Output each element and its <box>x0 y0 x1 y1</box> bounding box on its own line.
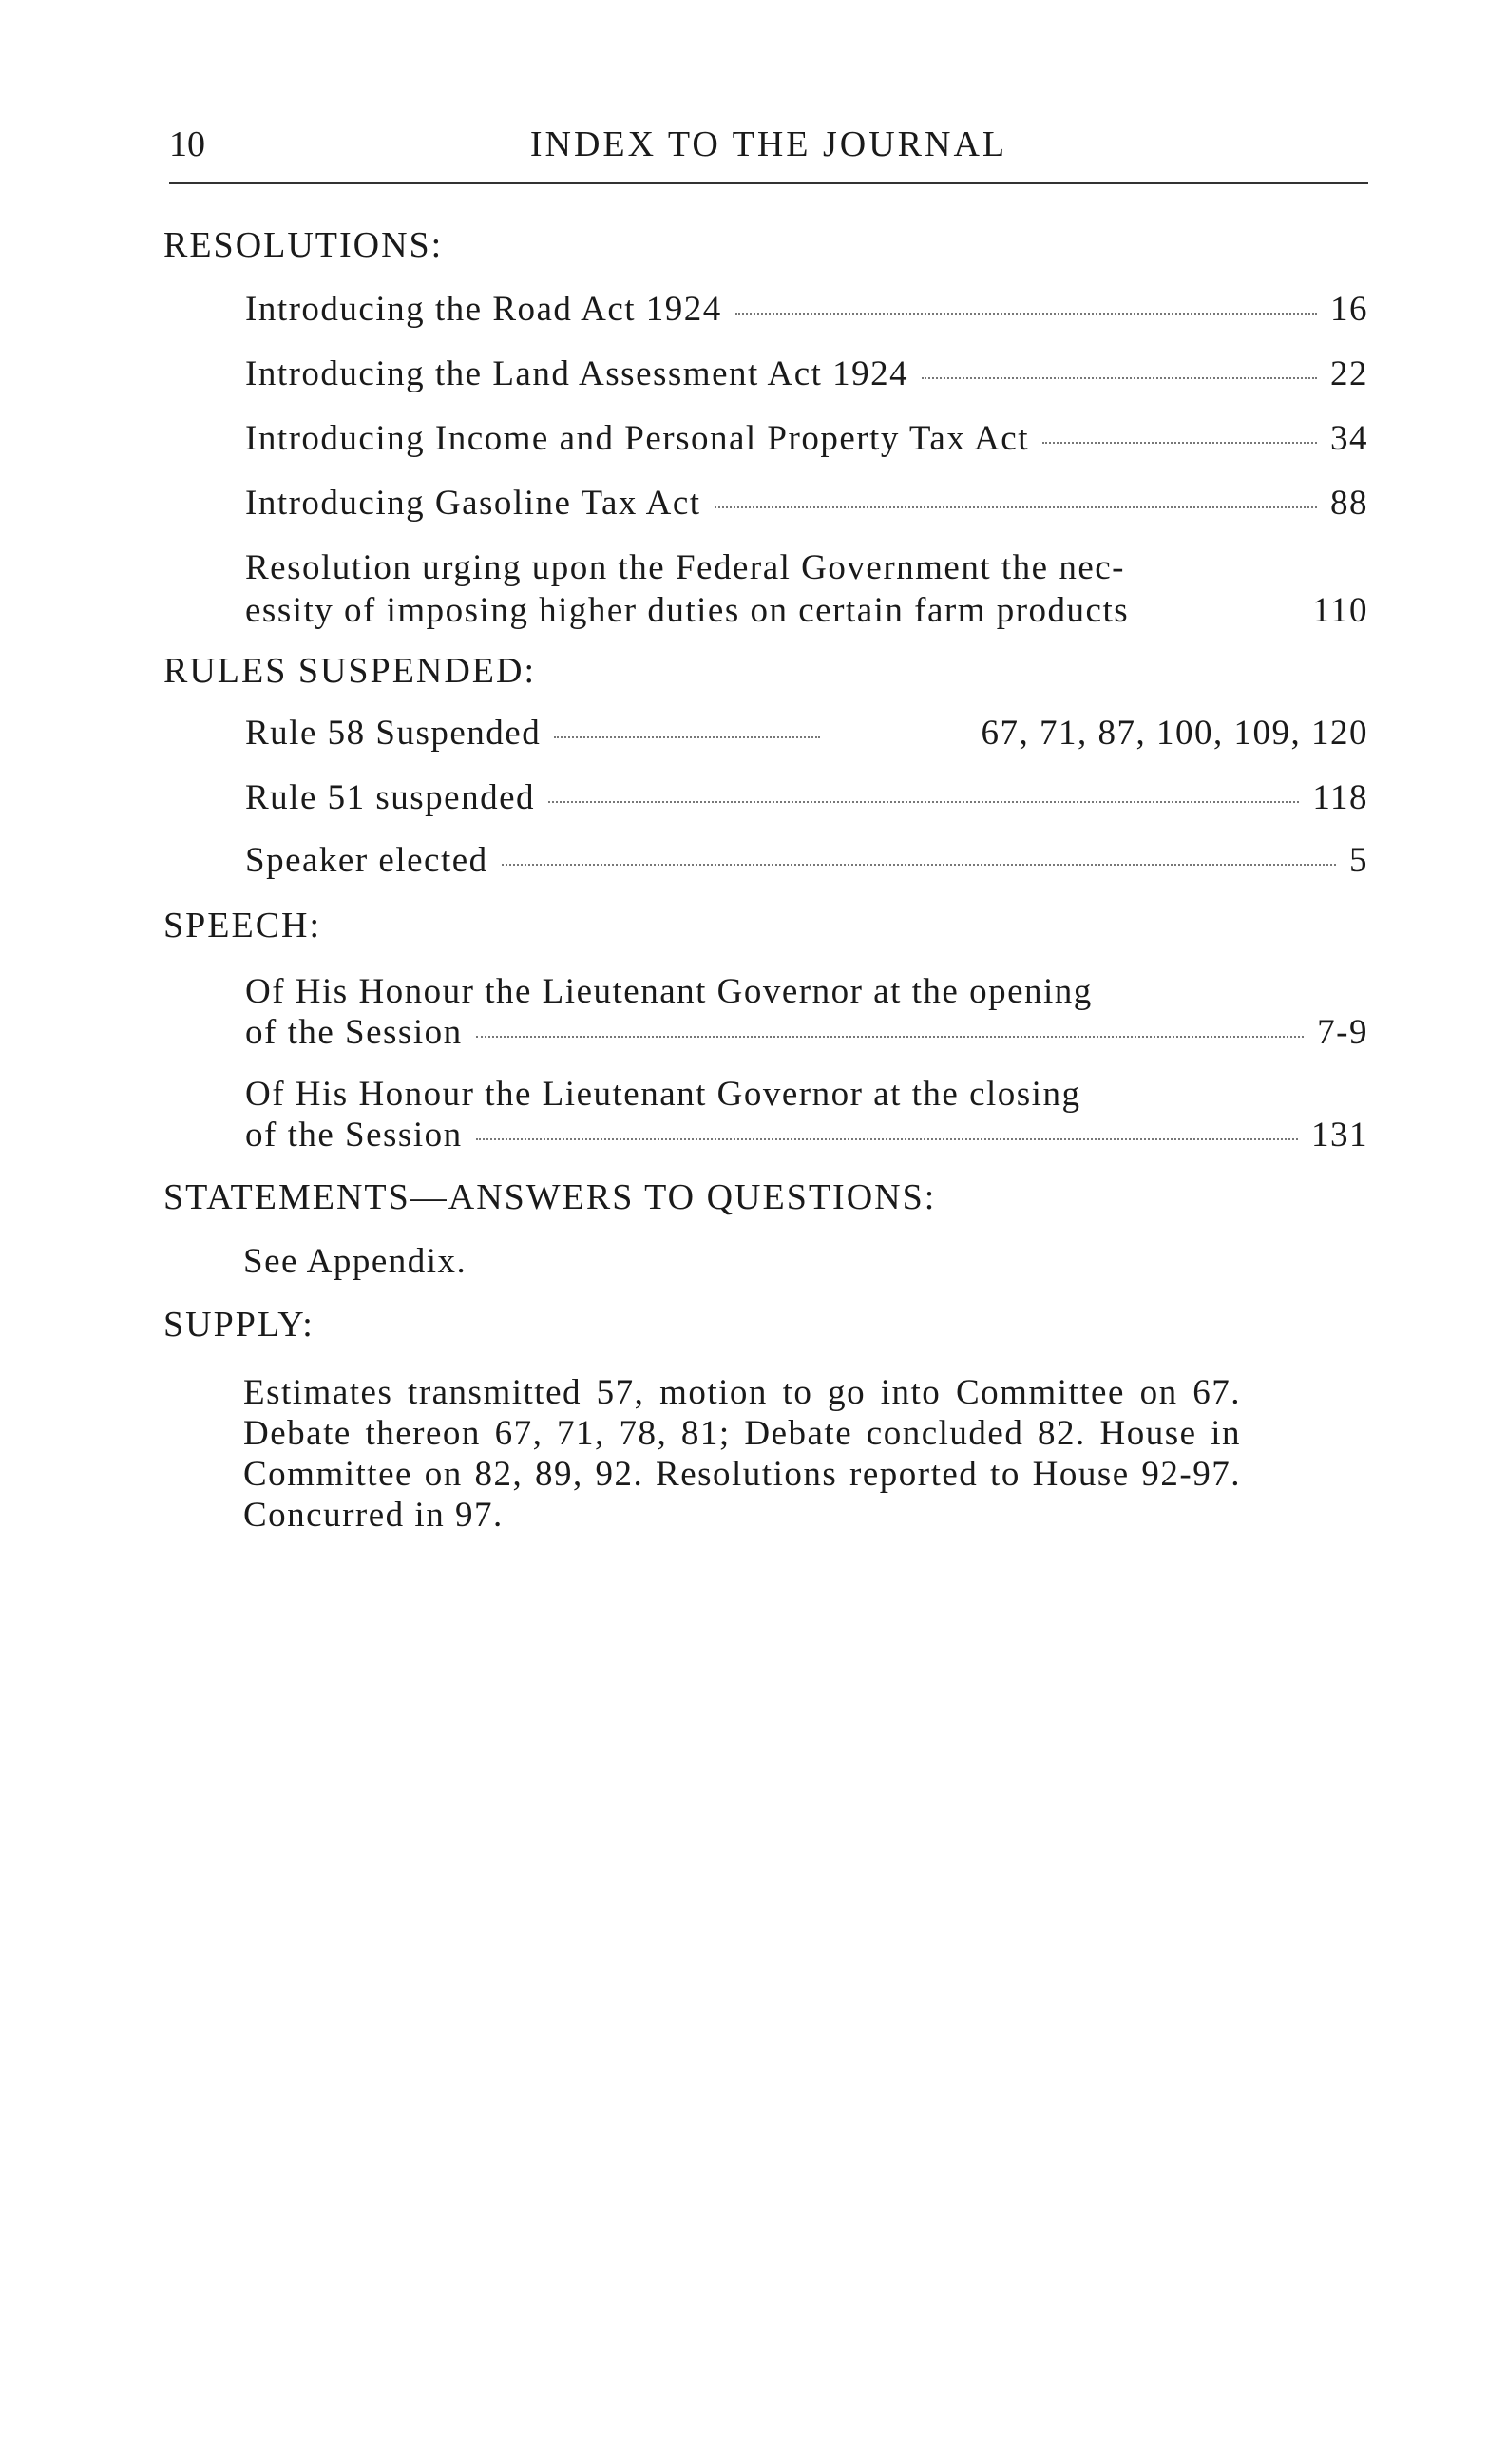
dot-leader <box>735 313 1317 315</box>
entry-label: Rule 58 Suspended <box>245 714 542 753</box>
page-number: 10 <box>169 124 205 164</box>
entry-pages: 16 <box>1330 290 1368 329</box>
entry-label-line1: Of His Honour the Lieutenant Governor at the opening <box>245 972 1093 1011</box>
entry-label-line2: of the Session <box>245 1116 463 1155</box>
page-header <box>169 116 1368 173</box>
entry-label-line1: Resolution urging upon the Federal Government the nec- <box>245 548 1125 587</box>
entry-pages: 22 <box>1330 354 1368 393</box>
dot-leader <box>1042 442 1317 444</box>
entry-label: Introducing Income and Personal Property Tax Act <box>245 419 1029 458</box>
section-heading-statements: STATEMENTS—ANSWERS TO QUESTIONS: <box>163 1177 937 1217</box>
entry-pages: 131 <box>1311 1116 1368 1155</box>
entry-label: Introducing Gasoline Tax Act <box>245 484 701 523</box>
entry-label-line2: of the Session <box>245 1013 463 1052</box>
header-rule <box>169 182 1368 184</box>
entry-pages: 7-9 <box>1317 1013 1368 1052</box>
section-heading-rules-suspended: RULES SUSPENDED: <box>163 651 536 691</box>
section-heading-resolutions: RESOLUTIONS: <box>163 225 444 265</box>
entry-pages: 110 <box>1312 591 1368 630</box>
index-entry <box>245 353 1368 394</box>
dot-leader <box>548 801 1299 803</box>
index-entry <box>245 418 1368 459</box>
entry-label: Introducing the Land Assessment Act 1924 <box>245 354 909 393</box>
entry-label-line2: essity of imposing higher duties on certain farm products <box>245 591 1130 630</box>
index-entry <box>245 547 1368 631</box>
dot-leader <box>476 1036 1305 1038</box>
dot-leader <box>922 377 1317 379</box>
supply-paragraph: Estimates transmitted 57, motion to go into Committee on 67. Debate thereon 67, 71, 78, 81; Debate concluded 82. House in Committee on 82, 89, 92. Resolutions reported to House 92-97. Concurred in 97. <box>243 1373 1241 1535</box>
dot-leader <box>502 864 1336 866</box>
dot-leader <box>476 1138 1298 1140</box>
entry-label-line1: Of His Honour the Lieutenant Governor at the closing <box>245 1075 1081 1114</box>
dot-leader <box>715 506 1317 508</box>
entry-pages: 34 <box>1330 419 1368 458</box>
index-entry <box>245 713 1368 754</box>
index-entry <box>245 289 1368 330</box>
entry-label: Introducing the Road Act 1924 <box>245 290 722 329</box>
index-entry <box>245 840 1368 881</box>
entry-pages: 88 <box>1330 484 1368 523</box>
index-entry <box>245 971 1368 1053</box>
index-entry <box>245 1074 1368 1156</box>
entry-pages: 118 <box>1312 778 1368 817</box>
see-appendix-text: See Appendix. <box>243 1242 467 1281</box>
section-heading-supply: SUPPLY: <box>163 1305 315 1345</box>
entry-label: Speaker elected <box>245 841 488 880</box>
running-title: INDEX TO THE JOURNAL <box>529 124 1008 164</box>
dot-leader <box>554 736 820 738</box>
entry-label: Rule 51 suspended <box>245 778 536 817</box>
entry-pages: 5 <box>1349 841 1368 880</box>
index-entry <box>245 483 1368 524</box>
index-entry <box>245 777 1368 818</box>
entry-pages: 67, 71, 87, 100, 109, 120 <box>981 714 1368 753</box>
section-heading-speech: SPEECH: <box>163 906 322 945</box>
